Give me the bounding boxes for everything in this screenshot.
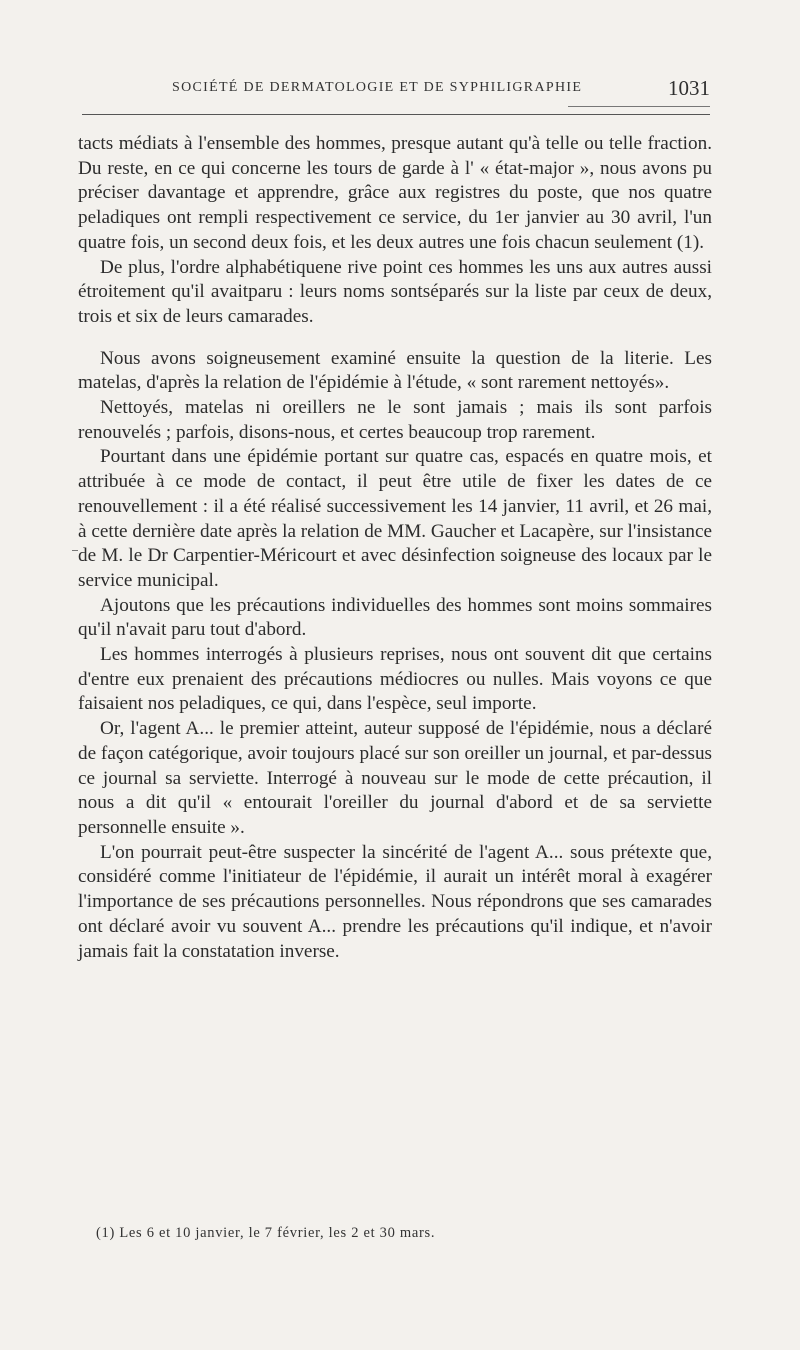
page-number: 1031	[668, 76, 710, 100]
paragraph-7: Les hommes interrogés à plusieurs reprises, nous ont souvent dit que certains d'entre eux prenaient des précautions médiocres ou nulles. Mais voyons ce que faisaient nos peladiques, ce qui, dans l'espèce, seul importe.	[78, 644, 712, 715]
running-title: SOCIÉTÉ DE DERMATOLOGIE ET DE SYPHILIGRAPHIE	[172, 80, 583, 95]
paragraph-8: Or, l'agent A... le premier atteint, auteur supposé de l'épidémie, nous a déclaré de façon catégorique, avoir toujours placé sur son oreiller un journal, et par-dessus ce journal sa serviette. Interrogé à nouveau sur le mode de cette précaution, il nous a dit qu'il « entourait l'oreiller du journal d'abord et de sa serviette personnelle ensuite ».	[78, 718, 712, 838]
header-rule-short	[568, 106, 710, 107]
page-header	[172, 78, 712, 104]
paragraph-5: Pourtant dans une épidémie portant sur quatre cas, espacés en quatre mois, et attribuée à ce mode de contact, il peut être utile de fixer les dates de ce renouvellement : il a été réalisé successivement les 14 janvier, 11 avril, et 26 mai, à cette dernière date après la relation de MM. Gaucher et Lacapère, sur l'insistance de M. le Dr Carpentier-Méricourt et avec désinfection soigneuse des locaux par le service municipal.	[78, 446, 712, 591]
paragraph-4: Nettoyés, matelas ni oreillers ne le sont jamais ; mais ils sont parfois renouvelés ; parfois, disons-nous, et certes beaucoup trop rarement.	[78, 397, 712, 443]
paragraph-gap	[78, 330, 712, 347]
paragraph-2: De plus, l'ordre alphabétiquene rive point ces hommes les uns aux autres aussi étroitement qu'il avaitparu : leurs noms sontséparés sur la liste par ceux de deux, trois et six de leurs camarades.	[78, 256, 712, 327]
paragraph-6: Ajoutons que les précautions individuelles des hommes sont moins sommaires qu'il n'avait paru tout d'abord.	[78, 594, 712, 641]
paragraph-3: Nous avons soigneusement examiné ensuite la question de la literie. Les matelas, d'après la relation de l'épidémie à l'étude, « sont rarement nettoyés».	[78, 347, 712, 394]
header-rule	[82, 114, 710, 115]
paragraph-9: L'on pourrait peut-être suspecter la sincérité de l'agent A... sous prétexte que, considéré comme l'initiateur de l'épidémie, il aurait un intérêt moral à exagérer l'importance de ses précautions personnelles. Nous répondrons que ses camarades ont déclaré avoir vu souvent A... prendre les précautions qu'il indique, et n'avoir jamais fait la constatation inverse.	[78, 841, 712, 962]
body-text	[78, 132, 712, 964]
footnote: (1) Les 6 et 10 janvier, le 7 février, les 2 et 30 mars.	[96, 1225, 436, 1241]
paragraph-1: tacts médiats à l'ensemble des hommes, presque autant qu'à telle ou telle fraction. Du reste, en ce qui concerne les tours de garde à l' « état-major », nous avons pu préciser davantage et apprendre, grâce aux registres du poste, que nos quatre peladiques ont rempli respectivement ce service, du 1er janvier au 30 avril, l'un quatre fois, un second deux fois, et les deux autres une fois chacun seulement (1).	[78, 133, 712, 253]
